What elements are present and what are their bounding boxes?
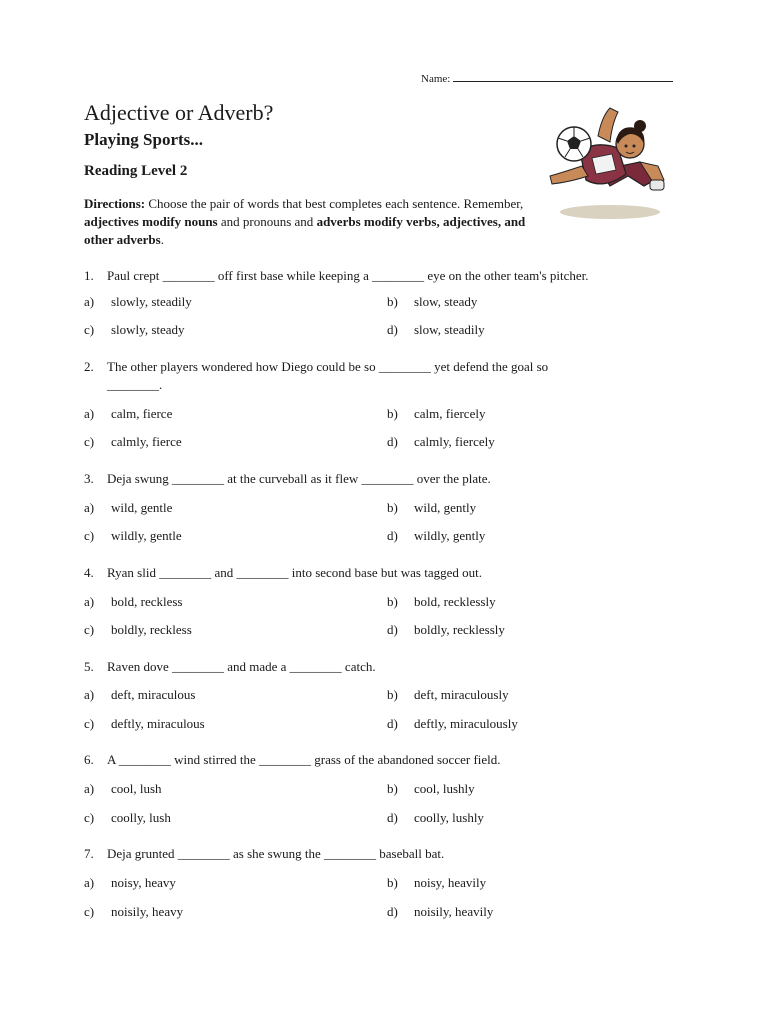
option-6c[interactable] bbox=[84, 810, 171, 826]
option-text: calm, fierce bbox=[111, 406, 173, 421]
option-3b[interactable] bbox=[387, 500, 476, 516]
option-letter: d) bbox=[387, 528, 398, 543]
question-number: 7. bbox=[84, 846, 94, 861]
question-6 bbox=[84, 751, 684, 769]
option-7d[interactable] bbox=[387, 904, 493, 920]
option-letter: c) bbox=[84, 904, 95, 919]
question-text: The other players wondered how Diego could be so ________ yet defend the goal so bbox=[107, 359, 549, 374]
option-4a[interactable] bbox=[84, 594, 182, 610]
question-text: Ryan slid ________ and ________ into second base but was tagged out. bbox=[107, 565, 482, 580]
option-text: calmly, fiercely bbox=[414, 434, 495, 449]
option-text: slowly, steadily bbox=[111, 294, 192, 309]
option-5d[interactable] bbox=[387, 716, 518, 732]
option-1b[interactable] bbox=[387, 294, 477, 310]
directions-text: Choose the pair of words that best completes each sentence. Remember, bbox=[145, 196, 524, 211]
question-text: Deja grunted ________ as she swung the ________ baseball bat. bbox=[107, 846, 445, 861]
question-text: Raven dove ________ and made a ________ catch. bbox=[107, 659, 376, 674]
soccer-player-illustration bbox=[540, 100, 670, 222]
option-2c[interactable] bbox=[84, 434, 182, 450]
option-letter: a) bbox=[84, 500, 95, 515]
question-number: 5. bbox=[84, 659, 94, 674]
worksheet-title: Adjective or Adverb? bbox=[84, 100, 274, 125]
option-4c[interactable] bbox=[84, 622, 192, 638]
reading-level: Reading Level 2 bbox=[84, 163, 188, 179]
option-3c[interactable] bbox=[84, 528, 182, 544]
option-7b[interactable] bbox=[387, 875, 486, 891]
option-letter: b) bbox=[387, 594, 398, 609]
option-text: calm, fiercely bbox=[414, 406, 486, 421]
question-number: 3. bbox=[84, 471, 94, 486]
directions bbox=[84, 195, 534, 249]
option-text: calmly, fierce bbox=[111, 434, 182, 449]
question-number: 6. bbox=[84, 752, 94, 767]
option-7c[interactable] bbox=[84, 904, 183, 920]
option-letter: a) bbox=[84, 406, 95, 421]
option-text: slow, steady bbox=[414, 294, 478, 309]
option-5a[interactable] bbox=[84, 687, 195, 703]
option-text: deftly, miraculous bbox=[111, 716, 205, 731]
option-text: noisily, heavy bbox=[111, 904, 184, 919]
option-text: noisy, heavily bbox=[414, 875, 487, 890]
option-text: deft, miraculously bbox=[414, 687, 509, 702]
option-letter: d) bbox=[387, 810, 398, 825]
option-letter: c) bbox=[84, 810, 95, 825]
directions-label: Directions: bbox=[84, 196, 146, 211]
option-text: deftly, miraculously bbox=[414, 716, 518, 731]
directions-text: and pronouns and bbox=[217, 214, 317, 229]
name-field[interactable] bbox=[421, 70, 673, 85]
option-5c[interactable] bbox=[84, 716, 205, 732]
option-letter: b) bbox=[387, 687, 398, 702]
question-5 bbox=[84, 658, 684, 676]
option-6a[interactable] bbox=[84, 781, 162, 797]
option-6b[interactable] bbox=[387, 781, 475, 797]
question-number: 2. bbox=[84, 359, 94, 374]
option-4d[interactable] bbox=[387, 622, 505, 638]
option-text: wildly, gentle bbox=[111, 528, 182, 543]
question-text-continued: ________. bbox=[107, 377, 163, 392]
option-text: bold, reckless bbox=[111, 594, 183, 609]
option-letter: a) bbox=[84, 781, 95, 796]
option-text: wildly, gently bbox=[414, 528, 486, 543]
option-letter: b) bbox=[387, 406, 398, 421]
option-letter: a) bbox=[84, 687, 95, 702]
option-text: coolly, lushly bbox=[414, 810, 484, 825]
option-text: wild, gentle bbox=[111, 500, 173, 515]
option-5b[interactable] bbox=[387, 687, 509, 703]
option-text: noisily, heavily bbox=[414, 904, 494, 919]
option-1c[interactable] bbox=[84, 322, 185, 338]
option-letter: c) bbox=[84, 622, 95, 637]
question-7 bbox=[84, 845, 684, 863]
directions-text: . bbox=[160, 232, 164, 247]
option-letter: d) bbox=[387, 322, 398, 337]
question-text: A ________ wind stirred the ________ grass of the abandoned soccer field. bbox=[107, 752, 501, 767]
question-text: Paul crept ________ off first base while keeping a ________ eye on the other team's pitcher. bbox=[107, 268, 589, 283]
option-letter: b) bbox=[387, 500, 398, 515]
question-text: Deja swung ________ at the curveball as it flew ________ over the plate. bbox=[107, 471, 491, 486]
name-label: Name: bbox=[421, 73, 451, 85]
option-letter: a) bbox=[84, 875, 95, 890]
option-text: coolly, lush bbox=[111, 810, 171, 825]
option-text: cool, lush bbox=[111, 781, 162, 796]
worksheet-subtitle: Playing Sports... bbox=[84, 130, 204, 149]
question-4 bbox=[84, 564, 684, 582]
option-text: boldly, reckless bbox=[111, 622, 192, 637]
option-letter: b) bbox=[387, 781, 398, 796]
question-3 bbox=[84, 470, 684, 488]
option-3a[interactable] bbox=[84, 500, 172, 516]
option-4b[interactable] bbox=[387, 594, 496, 610]
option-letter: d) bbox=[387, 904, 398, 919]
option-letter: c) bbox=[84, 434, 95, 449]
option-letter: b) bbox=[387, 875, 398, 890]
directions-emphasis-adjectives: adjectives modify nouns bbox=[84, 214, 218, 229]
option-text: boldly, recklessly bbox=[414, 622, 505, 637]
option-text: wild, gently bbox=[414, 500, 477, 515]
option-letter: d) bbox=[387, 434, 398, 449]
option-text: noisy, heavy bbox=[111, 875, 176, 890]
option-letter: a) bbox=[84, 294, 95, 309]
option-1d[interactable] bbox=[387, 322, 485, 338]
option-2b[interactable] bbox=[387, 406, 485, 422]
option-7a[interactable] bbox=[84, 875, 176, 891]
option-letter: c) bbox=[84, 322, 95, 337]
option-text: deft, miraculous bbox=[111, 687, 196, 702]
option-text: cool, lushly bbox=[414, 781, 475, 796]
option-text: slowly, steady bbox=[111, 322, 185, 337]
option-letter: b) bbox=[387, 294, 398, 309]
option-1a[interactable] bbox=[84, 294, 192, 310]
option-2a[interactable] bbox=[84, 406, 172, 422]
option-letter: d) bbox=[387, 716, 398, 731]
question-number: 1. bbox=[84, 268, 94, 283]
option-letter: d) bbox=[387, 622, 398, 637]
option-3d[interactable] bbox=[387, 528, 485, 544]
option-text: bold, recklessly bbox=[414, 594, 496, 609]
option-6d[interactable] bbox=[387, 810, 484, 826]
question-2 bbox=[84, 358, 684, 394]
question-1 bbox=[84, 267, 684, 285]
directions-emphasis-adverbs: adverbs modify verbs, adjectives, and other adverbs bbox=[84, 214, 526, 247]
option-letter: c) bbox=[84, 716, 95, 731]
option-text: slow, steadily bbox=[414, 322, 485, 337]
option-letter: a) bbox=[84, 594, 95, 609]
option-letter: c) bbox=[84, 528, 95, 543]
question-number: 4. bbox=[84, 565, 94, 580]
option-2d[interactable] bbox=[387, 434, 495, 450]
name-blank-line[interactable] bbox=[453, 70, 673, 82]
